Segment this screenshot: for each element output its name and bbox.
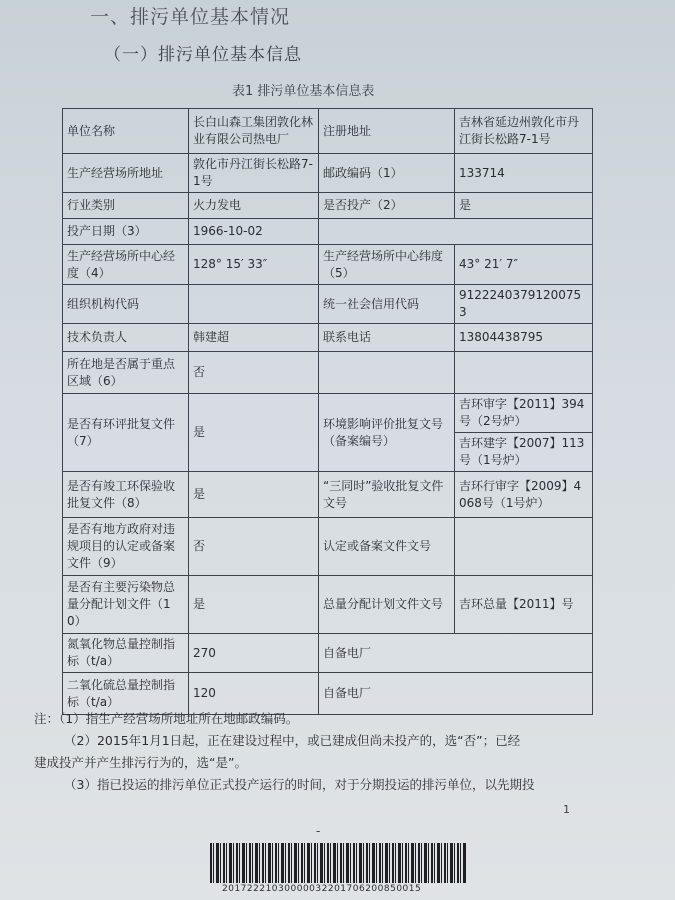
cell-label: 生产经营场所中心经度（4） [63,245,189,285]
cell-value: 43° 21′ 7″ [455,245,593,285]
cell-value: 是 [189,472,319,518]
cell-label: 统一社会信用代码 [319,285,455,324]
cell-empty [319,352,455,394]
cell-label: 总量分配计划文件文号 [319,576,455,634]
table-caption: 表1 排污单位基本信息表 [232,84,375,99]
cell-label: 自备电厂 [319,634,593,673]
cell-value: 是 [455,193,593,219]
cell-value: 吉环总量【2011】号 [455,576,593,634]
cell-value: 敦化市丹江街长松路7-1号 [189,154,319,193]
cell-label: 行业类别 [63,193,189,219]
table-row [63,518,593,576]
cell-value: 133714 [455,154,593,193]
cell-label: 邮政编码（1） [319,154,455,193]
cell-label: 单位名称 [63,109,189,154]
cell-label: “三同时”验收批复文件文号 [319,472,455,518]
cell-label: 自备电厂 [319,673,593,715]
barcode-icon [210,843,466,883]
table-row [63,576,593,634]
cell-label: 氮氧化物总量控制指标（t/a） [63,634,189,673]
cell-empty [319,219,593,245]
cell-value: 13804438795 [455,324,593,352]
note-2-continued: 建成投产并产生排污行为的，选“是”。 [34,755,247,770]
cell-label: 认定或备案文件文号 [319,518,455,576]
cell-empty [455,352,593,394]
cell-label: 环境影响评价批复文号（备案编号） [319,394,455,472]
cell-value: 120 [189,673,319,715]
document-heading: 一、排污单位基本情况 [90,6,291,28]
cell-label: 注册地址 [319,109,455,154]
cell-label: 生产经营场所中心纬度（5） [319,245,455,285]
cell-value: 270 [189,634,319,673]
cell-value: 1966-10-02 [189,219,319,245]
table-row [63,109,593,154]
cell-label: 是否有主要污染物总量分配计划文件（10） [63,576,189,634]
table-row [63,245,593,285]
cell-value: 吉环审字【2011】394号（2号炉） [455,394,593,433]
cell-value: 是 [189,576,319,634]
cell-label: 联系电话 [319,324,455,352]
dash-mark: - [316,824,321,838]
cell-value: 吉林省延边州敦化市丹江街长松路7-1号 [455,109,593,154]
cell-value: 韩建超 [189,324,319,352]
cell-label: 是否投产（2） [319,193,455,219]
cell-label: 二氧化硫总量控制指标（t/a） [63,673,189,715]
cell-label: 是否有地方政府对违规项目的认定或备案文件（9） [63,518,189,576]
basic-info-table [62,108,593,715]
table-row [63,394,593,433]
table-row [63,219,593,245]
table-row [63,154,593,193]
note-2: （2）2015年1月1日起，正在建设过程中，或已建成但尚未投产的，选“否”；已经 [64,733,521,748]
cell-label: 组织机构代码 [63,285,189,324]
table-row [63,634,593,673]
note-1: 注：（1）指生产经营场所地址所在地邮政编码。 [34,711,299,726]
cell-value: 91222403791200753 [455,285,593,324]
table-row [63,352,593,394]
cell-label: 所在地是否属于重点区域（6） [63,352,189,394]
cell-label: 是否有环评批复文件（7） [63,394,189,472]
notes-section [34,708,634,796]
table-row [63,472,593,518]
cell-label: 生产经营场所地址 [63,154,189,193]
cell-label: 是否有竣工环保验收批复文件（8） [63,472,189,518]
cell-value: 吉环建字【2007】113号（1号炉） [455,433,593,472]
table-row [63,285,593,324]
cell-value [189,285,319,324]
cell-value: 128° 15′ 33″ [189,245,319,285]
cell-value [455,518,593,576]
note-3: （3）指已投运的排污单位正式投产运行的时间，对于分期投运的排污单位，以先期投 [64,777,535,792]
table-row [63,324,593,352]
cell-value: 是 [189,394,319,472]
page-number: 1 [563,803,570,816]
cell-value: 否 [189,352,319,394]
table-row [63,193,593,219]
cell-value: 长白山森工集团敦化林业有限公司热电厂 [189,109,319,154]
cell-value: 否 [189,518,319,576]
cell-value: 火力发电 [189,193,319,219]
section-title: （一）排污单位基本信息 [104,45,302,65]
cell-label: 投产日期（3） [63,219,189,245]
barcode-number: 20172221030000032201706200850015 [222,884,422,894]
cell-value: 吉环行审字【2009】4068号（1号炉） [455,472,593,518]
cell-label: 技术负责人 [63,324,189,352]
